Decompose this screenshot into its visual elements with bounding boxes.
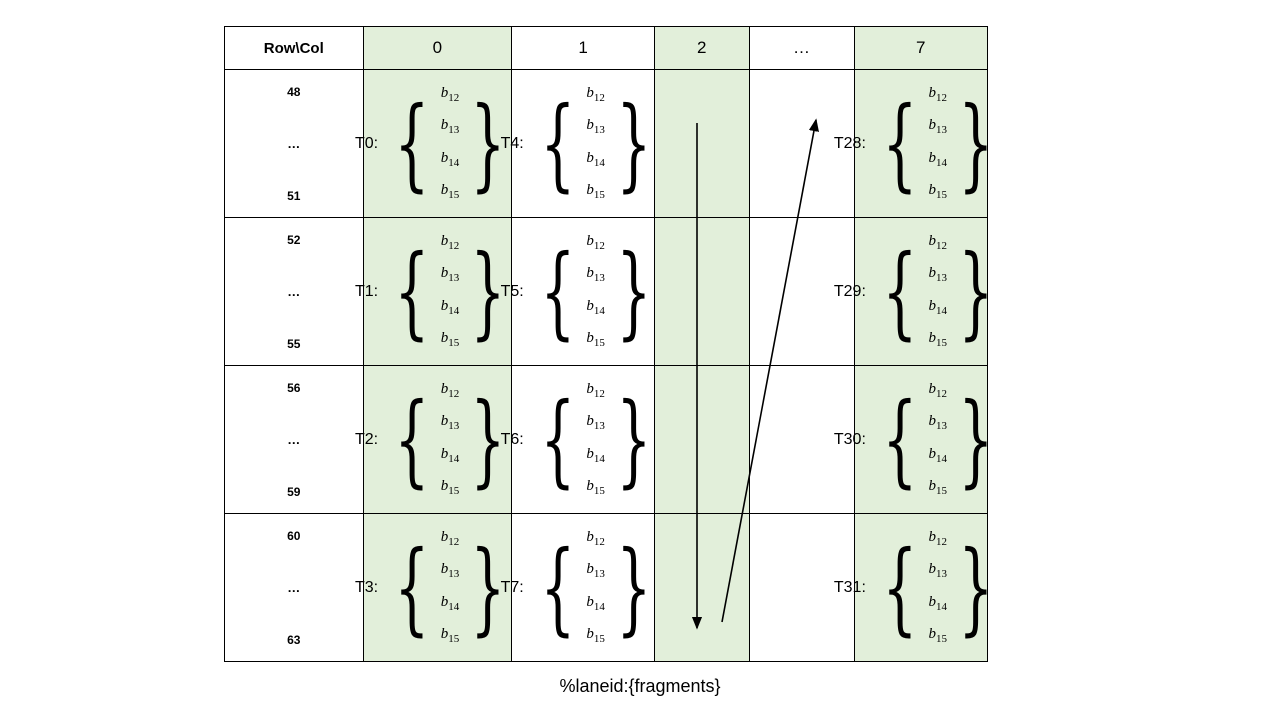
cell-r0-c0 xyxy=(354,70,512,218)
thread-label: T1: xyxy=(354,282,379,300)
fragment-value: $b_{13}$ xyxy=(928,265,948,285)
fragment-brace-group xyxy=(868,528,1008,648)
brace-left-icon: { xyxy=(540,380,576,498)
row-label-ellipsis: … xyxy=(287,136,301,151)
fragment-value: $b_{13}$ xyxy=(928,413,948,433)
thread-label: T4: xyxy=(500,134,524,152)
fragment-value: $b_{15}$ xyxy=(440,330,460,350)
cell-r3-c0 xyxy=(354,514,512,662)
thread-label: T31: xyxy=(833,578,866,596)
thread-label: T28: xyxy=(833,134,866,152)
fragment-brace-group xyxy=(526,380,666,500)
fragment-value: $b_{12}$ xyxy=(928,528,948,548)
brace-right-icon: } xyxy=(958,84,994,202)
row-label-start: 52 xyxy=(287,232,301,247)
fragment-table xyxy=(224,26,994,662)
fragment-brace-group xyxy=(526,528,666,648)
fragment-value: $b_{14}$ xyxy=(586,149,605,169)
cell-r2-c2 xyxy=(654,366,749,514)
fragment-value: $b_{14}$ xyxy=(440,445,460,465)
table-row xyxy=(225,366,988,514)
table-row xyxy=(225,218,988,366)
fragment-value: $b_{15}$ xyxy=(928,478,948,498)
brace-left-icon: { xyxy=(540,528,576,646)
cell-r2-c1 xyxy=(500,366,655,514)
fragment-value: $b_{14}$ xyxy=(586,593,605,613)
fragment-value: $b_{13}$ xyxy=(928,117,948,137)
row-label-end: 55 xyxy=(287,336,301,351)
fragment-brace-group xyxy=(868,232,1008,352)
row-label-ellipsis: … xyxy=(287,580,301,595)
brace-right-icon: } xyxy=(470,84,506,202)
thread-label: T5: xyxy=(500,282,524,300)
row-label-end: 51 xyxy=(287,188,301,203)
thread-label: T30: xyxy=(833,430,866,448)
fragment-value: $b_{14}$ xyxy=(928,297,948,317)
row-label-start: 48 xyxy=(287,84,301,99)
cell-r0-c7 xyxy=(833,70,994,218)
brace-left-icon: { xyxy=(394,528,430,646)
brace-right-icon: } xyxy=(958,380,994,498)
brace-left-icon: { xyxy=(394,84,430,202)
fragment-brace-group xyxy=(868,380,1008,500)
fragment-value: $b_{12}$ xyxy=(440,84,460,104)
fragment-value: $b_{15}$ xyxy=(928,182,948,202)
fragment-value: $b_{15}$ xyxy=(928,330,948,350)
header-col-0: 0 xyxy=(363,27,512,70)
thread-label: T2: xyxy=(354,430,379,448)
brace-left-icon: { xyxy=(394,232,430,350)
brace-left-icon: { xyxy=(882,380,918,498)
brace-left-icon: { xyxy=(540,232,576,350)
fragment-value: $b_{14}$ xyxy=(928,593,948,613)
fragment-value: $b_{13}$ xyxy=(586,561,605,581)
cell-r1-c7 xyxy=(833,218,994,366)
brace-left-icon: { xyxy=(394,380,430,498)
fragment-value: $b_{12}$ xyxy=(586,528,605,548)
fragment-value: $b_{14}$ xyxy=(586,445,605,465)
fragment-value: $b_{15}$ xyxy=(586,626,605,646)
cell-r0-c1 xyxy=(500,70,655,218)
fragment-value: $b_{12}$ xyxy=(586,380,605,400)
fragment-value: $b_{13}$ xyxy=(586,265,605,285)
fragment-value: $b_{14}$ xyxy=(928,445,948,465)
brace-right-icon: } xyxy=(616,232,652,350)
fragment-value: $b_{12}$ xyxy=(928,84,948,104)
fragment-value: $b_{14}$ xyxy=(586,297,605,317)
fragment-value: $b_{13}$ xyxy=(440,265,460,285)
thread-label: T3: xyxy=(354,578,379,596)
thread-label: T7: xyxy=(500,578,524,596)
fragment-value: $b_{15}$ xyxy=(586,182,605,202)
fragment-value: $b_{15}$ xyxy=(440,182,460,202)
fragment-value: $b_{15}$ xyxy=(586,478,605,498)
brace-right-icon: } xyxy=(958,528,994,646)
brace-right-icon: } xyxy=(958,232,994,350)
row-label-start: 60 xyxy=(287,528,301,543)
cell-r3-c7 xyxy=(833,514,994,662)
fragment-value: $b_{12}$ xyxy=(586,84,605,104)
fragment-value: $b_{12}$ xyxy=(928,232,948,252)
row-label-3 xyxy=(225,514,364,662)
brace-right-icon: } xyxy=(470,528,506,646)
fragment-brace-group xyxy=(526,84,666,204)
row-label-2 xyxy=(225,366,364,514)
row-label-end: 63 xyxy=(287,632,301,647)
table-row xyxy=(225,514,988,662)
fragment-value: $b_{13}$ xyxy=(440,117,460,137)
fragment-value: $b_{15}$ xyxy=(440,478,460,498)
header-row-col: Row\Col xyxy=(225,27,364,70)
cell-r3-c1 xyxy=(500,514,655,662)
fragment-brace-group xyxy=(868,84,1008,204)
cell-r1-c1 xyxy=(500,218,655,366)
row-label-ellipsis: … xyxy=(287,432,301,447)
fragment-value: $b_{15}$ xyxy=(440,626,460,646)
fragment-value: $b_{14}$ xyxy=(928,149,948,169)
brace-left-icon: { xyxy=(882,84,918,202)
fragment-value: $b_{13}$ xyxy=(928,561,948,581)
cell-r1-c0 xyxy=(354,218,512,366)
header-col-1: 1 xyxy=(512,27,655,70)
fragment-brace-group xyxy=(380,84,520,204)
fragment-value: $b_{13}$ xyxy=(586,413,605,433)
header-col-7: 7 xyxy=(854,27,987,70)
thread-label: T6: xyxy=(500,430,524,448)
fragment-brace-group xyxy=(526,232,666,352)
fragment-value: $b_{12}$ xyxy=(440,528,460,548)
fragment-brace-group xyxy=(380,528,520,648)
fragment-value: $b_{12}$ xyxy=(440,380,460,400)
cell-r0-c2 xyxy=(654,70,749,218)
fragment-value: $b_{12}$ xyxy=(440,232,460,252)
header-col-2: 2 xyxy=(654,27,749,70)
header-col-dots: … xyxy=(749,27,854,70)
row-label-start: 56 xyxy=(287,380,301,395)
fragment-value: $b_{14}$ xyxy=(440,297,460,317)
fragment-brace-group xyxy=(380,232,520,352)
fragment-value: $b_{12}$ xyxy=(928,380,948,400)
fragment-value: $b_{14}$ xyxy=(440,593,460,613)
brace-left-icon: { xyxy=(882,232,918,350)
fragment-value: $b_{12}$ xyxy=(586,232,605,252)
brace-right-icon: } xyxy=(616,84,652,202)
thread-label: T0: xyxy=(354,134,379,152)
cell-r1-c2 xyxy=(654,218,749,366)
fragment-brace-group xyxy=(380,380,520,500)
row-label-0 xyxy=(225,70,364,218)
row-label-ellipsis: … xyxy=(287,284,301,299)
diagram-caption: %laneid:{fragments} xyxy=(559,676,721,696)
cell-r2-c7 xyxy=(833,366,994,514)
thread-label: T29: xyxy=(833,282,866,300)
brace-right-icon: } xyxy=(470,380,506,498)
fragment-value: $b_{13}$ xyxy=(440,561,460,581)
brace-right-icon: } xyxy=(616,380,652,498)
brace-left-icon: { xyxy=(882,528,918,646)
brace-right-icon: } xyxy=(616,528,652,646)
table-header-row xyxy=(225,27,988,70)
fragment-value: $b_{13}$ xyxy=(586,117,605,137)
brace-right-icon: } xyxy=(470,232,506,350)
fragment-value: $b_{15}$ xyxy=(928,626,948,646)
fragment-value: $b_{14}$ xyxy=(440,149,460,169)
row-label-1 xyxy=(225,218,364,366)
cell-r3-c2 xyxy=(654,514,749,662)
cell-r2-c0 xyxy=(354,366,512,514)
table-row xyxy=(225,70,988,218)
brace-left-icon: { xyxy=(540,84,576,202)
fragment-value: $b_{13}$ xyxy=(440,413,460,433)
fragment-value: $b_{15}$ xyxy=(586,330,605,350)
row-label-end: 59 xyxy=(287,484,301,499)
